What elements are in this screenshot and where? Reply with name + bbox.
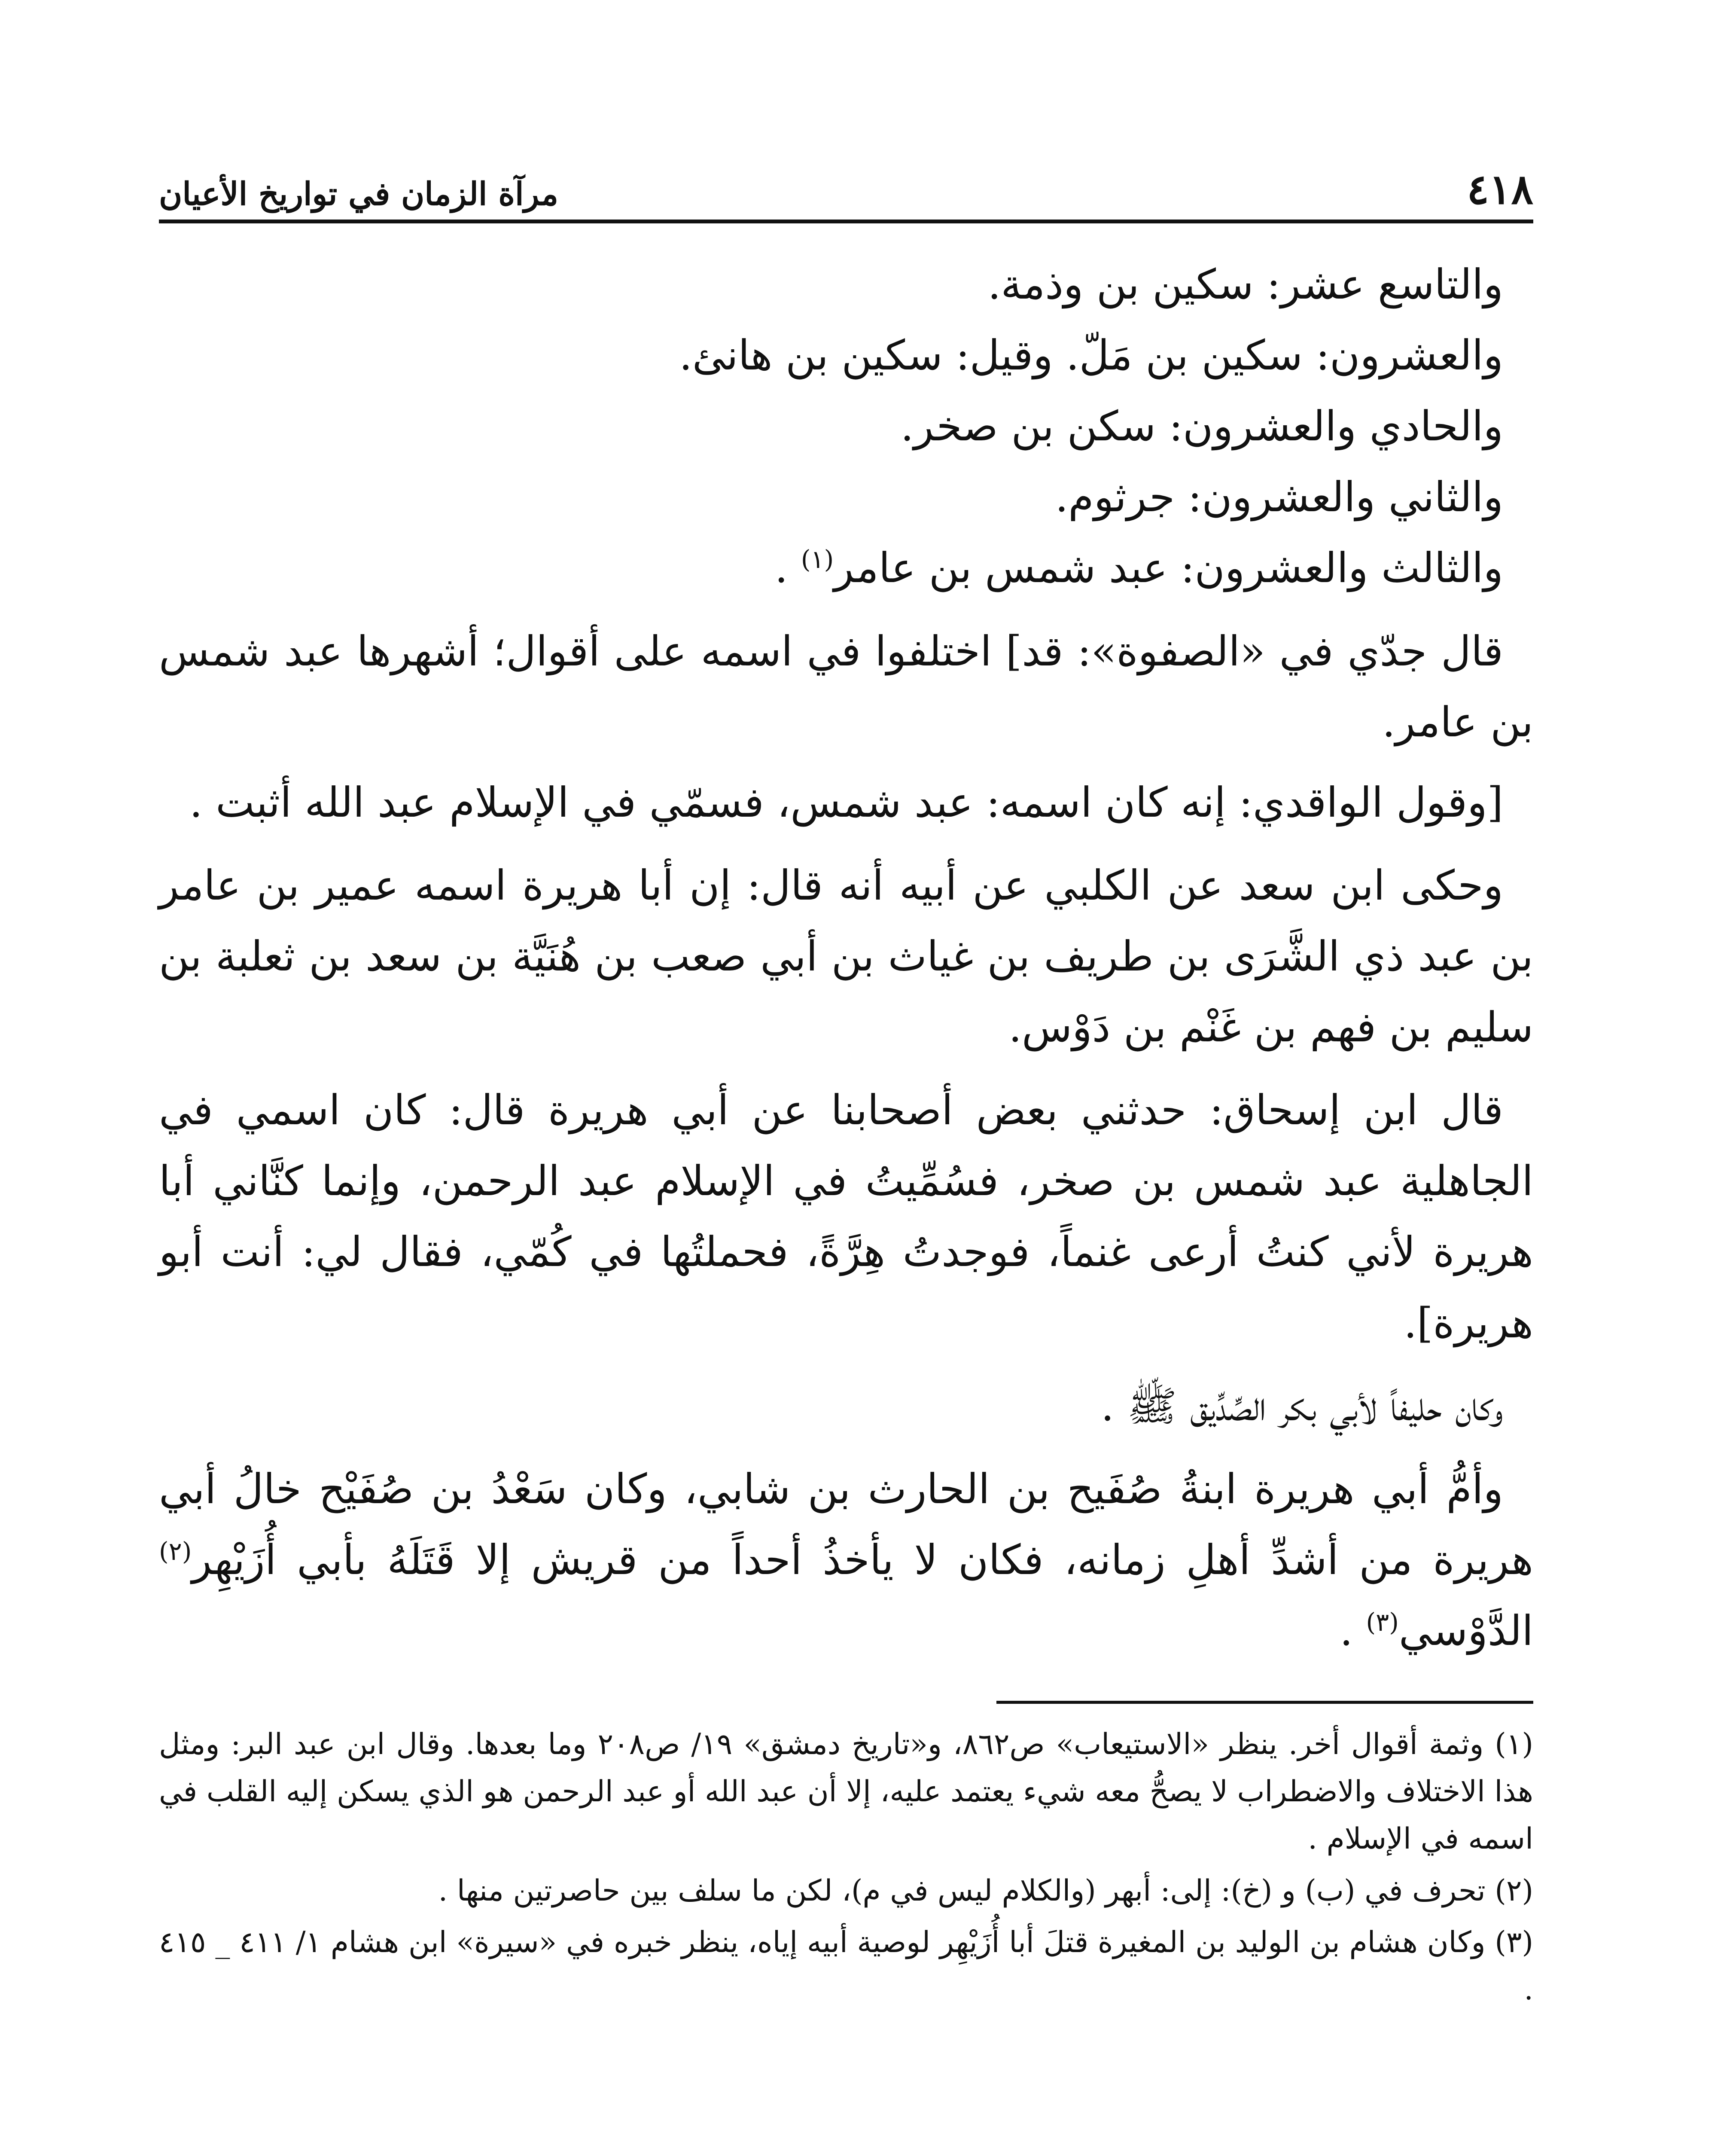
footnotes (159, 1721, 1533, 2014)
footnote (159, 1867, 1533, 1915)
footnote-ref[interactable]: (٣) (1366, 1607, 1399, 1637)
list-line: والثاني والعشرون: جرثوم. (1055, 473, 1503, 522)
paragraph: قال ابن إسحاق: حدثني بعض أصحابنا عن أبي هريرة قال: كان اسمي في الجاهلية عبد شمس بن صخر، فسُمِّيتُ في الإسلام عبد الرحمن، وإنما كنَّاني أبا هريرة لأني كنتُ أرعى غنماً، فوجدتُ هِرَّةً، فحملتُها في كُمّي، فقال لي: أنت أبو هريرة]. (159, 1086, 1533, 1347)
page-number: ٤١٨ (1467, 165, 1533, 214)
footnote (159, 1919, 1533, 2014)
list-line: والتاسع عشر: سكين بن وذمة. (987, 260, 1503, 308)
footnote-number: (١) (1495, 1727, 1534, 1762)
paragraph-text: وأمُّ أبي هريرة ابنةُ صُفَيح بن الحارث بن شابي، وكان سَعْدُ بن صُفَيْح خالُ أبي هريرة من أشدِّ أهلِ زمانه، فكان لا يأخذُ أحداً من قريش إلا قَتَلَهُ بأبي أُزَيْهِر (159, 1465, 1534, 1584)
line-text: والثالث والعشرون: عبد شمس بن عامر (834, 544, 1503, 592)
footnote-ref[interactable]: (٢) (159, 1536, 192, 1566)
footnote-number: (٢) (1495, 1873, 1533, 1908)
footnote-text: تحرف في (ب) و (خ): إلى: أبهر (والكلام ليس في م)، لكن ما سلف بين حاصرتين منها . (438, 1873, 1486, 1908)
paragraph: وكان حليفاً لأبي بكر الصِّدِّيق ﷺ . (1101, 1382, 1503, 1430)
line-end: . (774, 544, 801, 592)
footnote (159, 1721, 1533, 1863)
paragraph: [وقول الواقدي: إنه كان اسمه: عبد شمس، فسمّي في الإسلام عبد الله أثبت . (189, 778, 1503, 827)
running-title: مرآة الزمان في تواريخ الأعيان (159, 176, 558, 213)
paragraph-text: الدَّوْسي (1398, 1606, 1533, 1655)
paragraph: قال جدّي في «الصفوة»: قد] اختلفوا في اسمه على أقوال؛ أشهرها عبد شمس بن عامر. (159, 627, 1533, 746)
paragraph-end: . (1340, 1606, 1366, 1655)
main-text (159, 249, 1533, 1666)
list-line: والعشرون: سكين بن مَلّ. وقيل: سكين بن هانئ. (679, 331, 1503, 380)
book-page (159, 129, 1533, 2148)
list-line: والحادي والعشرون: سكن بن صخر. (900, 402, 1503, 451)
page-header (159, 129, 1533, 223)
footnote-ref[interactable]: (١) (801, 545, 834, 574)
footnote-number: (٣) (1495, 1925, 1533, 1959)
footnote-divider (996, 1701, 1533, 1704)
paragraph: وحكى ابن سعد عن الكلبي عن أبيه أنه قال: إن أبا هريرة اسمه عمير بن عامر بن عبد ذي الشَّرَى بن طريف بن غياث بن أبي صعب بن هُنَيَّة بن سعد بن ثعلبة بن سليم بن فهم بن غَنْم بن دَوْس. (159, 861, 1533, 1052)
paragraph (159, 1454, 1533, 1666)
list-line (159, 533, 1533, 604)
footnote-text: وكان هشام بن الوليد بن المغيرة قتلَ أبا أُزَيْهِر لوصية أبيه إياه، ينظر خبره في «سيرة» ابن هشام ١/ ٤١١ _ ٤١٥ . (159, 1925, 1533, 2007)
footnote-text: وثمة أقوال أخر. ينظر «الاستيعاب» ص٨٦٢، و«تاريخ دمشق» ١٩/ ص٢٠٨ وما بعدها. وقال ابن عبد البر: ومثل هذا الاختلاف والاضطراب لا يصحُّ معه شيء يعتمد عليه، إلا أن عبد الله أو عبد الرحمن هو الذي يسكن إليه القلب في اسمه في الإسلام . (159, 1727, 1533, 1856)
